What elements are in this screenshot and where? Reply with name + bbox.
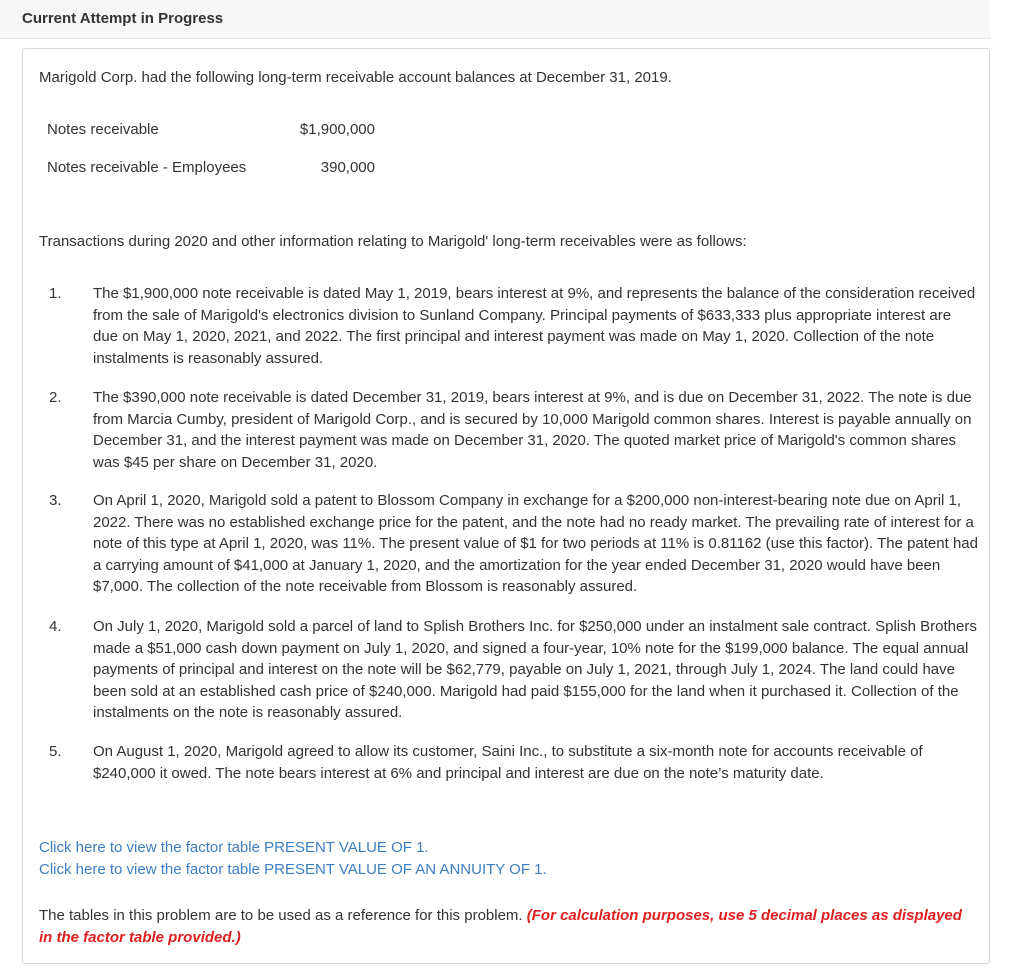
page-title: Current Attempt in Progress — [22, 10, 224, 27]
item-text: On April 1, 2020, Marigold sold a patent to Blossom Company in exchange for a $200,000 non-interest-bearing note due on April 1, 2022. There was no established exchange price for the patent, and the note had no ready market. The prevailing rate of interest for a note of this type at April 1, 2020, was 11%. The present value of $1 for two periods at 11% is 0.81162 (use this factor). The patent had a carrying amount of $41,000 at January 1, 2020, and the amortization for the year ended December 31, 2020 would have been $7,000. The collection of the note receivable from Blossom is reasonably assured. — [93, 492, 978, 596]
note-emphasis: (For calculation purposes, use 5 decimal places as displayed in the factor table provided.) — [39, 907, 962, 946]
item-number: 2. — [49, 389, 62, 406]
item-text: On August 1, 2020, Marigold agreed to allow its customer, Saini Inc., to substitute a six-month note for accounts receivable of $240,000 it owed. The note bears interest at 6% and principal and interest are due on the note’s maturity date. — [93, 743, 923, 782]
header-bar — [0, 0, 990, 39]
calculation-note — [39, 905, 974, 948]
balance-label: Notes receivable — [47, 121, 159, 138]
item-text: On July 1, 2020, Marigold sold a parcel of land to Splish Brothers Inc. for $250,000 under an instalment sale contract. Splish Brothers made a $51,000 cash down payment on July 1, 2020, and signed a four-year, 10% note for the $199,000 balance. The equal annual payments of principal and interest on the note will be $62,779, payable on July 1, 2021, through July 1, 2024. The land could have been sold at an established cash price of $240,000. Marigold had paid $155,000 for the land when it purchased it. Collection of the instalments on the note is reasonably assured. — [93, 618, 977, 722]
item-number: 5. — [49, 743, 62, 760]
item-text: The $390,000 note receivable is dated December 31, 2019, bears interest at 9%, and is due on December 31, 2022. The note is due from Marcia Cumby, president of Marigold Corp., and is secured by 10,000 Marigold common shares. Interest is payable annually on December 31, and the interest payment was made on December 31, 2020. The quoted market price of Marigold's common shares was $45 per share on December 31, 2020. — [93, 389, 972, 471]
problem-intro: Marigold Corp. had the following long-term receivable account balances at December 31, 2019. — [39, 69, 672, 86]
balance-value: $1,900,000 — [299, 121, 375, 138]
pv-annuity-link[interactable]: Click here to view the factor table PRESENT VALUE OF AN ANNUITY OF 1. — [39, 861, 547, 878]
item-text: The $1,900,000 note receivable is dated May 1, 2019, bears interest at 9%, and represents the balance of the consideration received from the sale of Marigold's electronics division to Sunland Company. Principal payments of $633,333 plus appropriate interest are due on May 1, 2020, 2021, and 2022. The first principal and interest payment was made on May 1, 2020. Collection of the note instalments is reasonably assured. — [93, 285, 976, 367]
transactions-intro: Transactions during 2020 and other information relating to Marigold' long-term receivables were as follows: — [39, 233, 747, 250]
balance-label: Notes receivable - Employees — [47, 159, 247, 176]
note-text: The tables in this problem are to be used as a reference for this problem. — [39, 907, 527, 924]
pv-of-1-link[interactable]: Click here to view the factor table PRESENT VALUE OF 1. — [39, 839, 429, 856]
balance-value: 390,000 — [320, 159, 375, 176]
question-panel — [22, 48, 990, 964]
item-number: 4. — [49, 618, 62, 635]
item-number: 1. — [49, 285, 62, 302]
item-number: 3. — [49, 492, 62, 509]
